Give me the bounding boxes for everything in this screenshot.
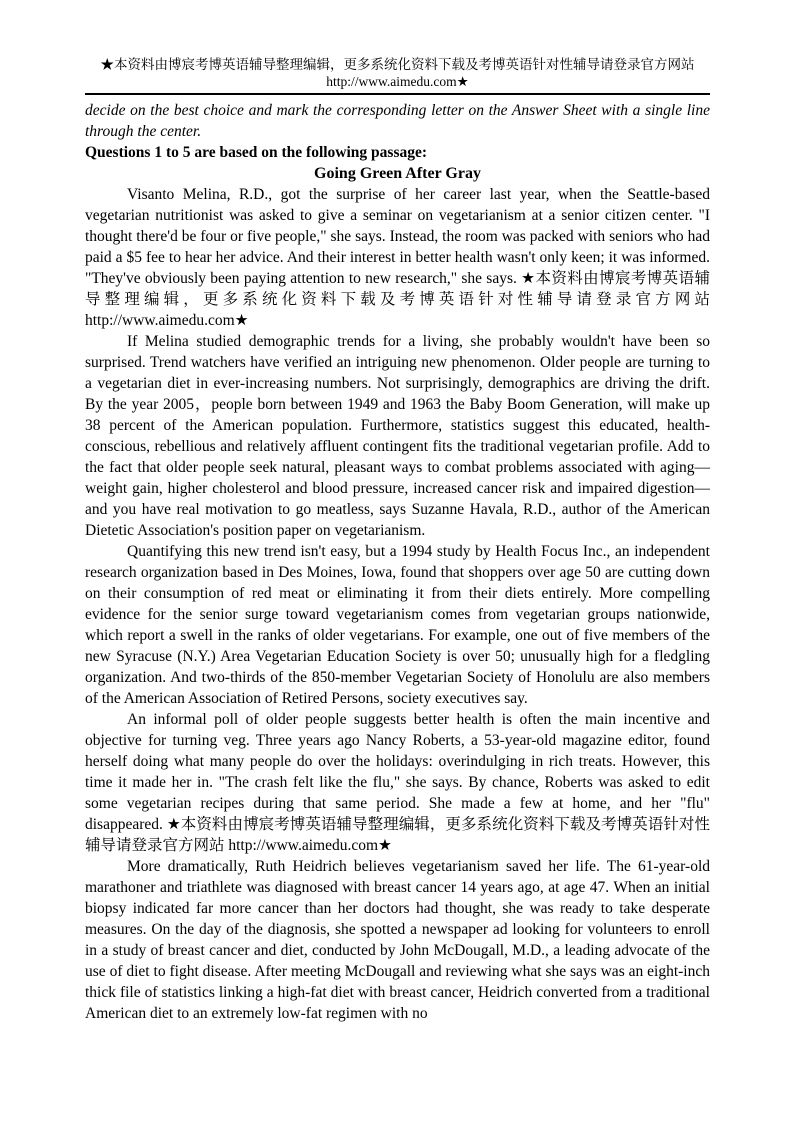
instruction-text: decide on the best choice and mark the corresponding letter on the Answer Sheet with a single line through the center. — [85, 102, 710, 140]
header-promo-text: ★本资料由博宸考博英语辅导整理编辑，更多系统化资料下载及考博英语针对性辅导请登录官方网站 — [100, 57, 695, 72]
header-divider — [85, 93, 710, 95]
passage-paragraph-3: Quantifying this new trend isn't easy, but a 1994 study by Health Focus Inc., an independent research organization based in Des Moines, Iowa, found that shoppers over age 50 are cutting down on their consumption of red meat or eliminating it from their diets entirely. More compelling evidence for the senior surge toward vegetarianism comes from vegetarian groups nationwide, which report a swell in the ranks of older vegetarians. For example, one out of five members of the new Syracuse (N.Y.) Area Vegetarian Education Society is over 50; unusually high for a fledgling organization. And two-thirds of the 850-member Vegetarian Society of Honolulu are also members of the American Association of Retired Persons, society executives say. — [85, 543, 710, 707]
page-header — [85, 56, 710, 95]
document-body — [85, 100, 710, 1024]
passage-paragraph-2: If Melina studied demographic trends for a living, she probably wouldn't have been so surprised. Trend watchers have verified an intriguing new phenomenon. Older people are turning to a vegetarian diet in ever-increasing numbers. Not surprisingly, demographics are driving the drift. By the year 2005，people born between 1949 and 1963 the Baby Boom Generation, will make up 38 percent of the American population. Furthermore, statistics suggest this educated, health-conscious, rebellious and relatively affluent contingent fits the traditional vegetarian profile. Add to the fact that older people seek natural, pleasant ways to combat problems associated with aging—weight gain, higher cholesterol and blood pressure, increased cancer risk and impaired digestion—and you have real motivation to go meatless, says Suzanne Havala, R.D., author of the American Dietetic Association's position paper on vegetarianism. — [85, 333, 710, 539]
questions-heading: Questions 1 to 5 are based on the following passage: — [85, 144, 428, 161]
passage-paragraph-1: Visanto Melina, R.D., got the surprise of her career last year, when the Seattle-based vegetarian nutritionist was asked to give a seminar on vegetarianism at a senior citizen center. "I thought there'd be four or five people," she says. Instead, the room was packed with seniors who had paid a $5 fee to hear her advice. And their interest in better health wasn't only keen; it was informed. "They've obviously been paying attention to new research," she says. ★本资料由博宸考博英语辅导整理编辑，更多系统化资料下载及考博英语针对性辅导请登录官方网站 http://www.aimedu.com★ — [85, 186, 710, 329]
passage-paragraph-5: More dramatically, Ruth Heidrich believes vegetarianism saved her life. The 61-year-old marathoner and triathlete was diagnosed with breast cancer 14 years ago, at age 47. When an initial biopsy indicated far more cancer than her doctors had thought, she was ready to take desperate measures. On the day of the diagnosis, she spotted a newspaper ad looking for volunteers to enroll in a study of breast cancer and diet, conducted by John McDougall, M.D., a leading advocate of the use of diet to fight disease. After meeting McDougall and reviewing what she says was an eight-inch thick file of statistics linking a high-fat diet with breast cancer, Heidrich converted from a traditional American diet to an extremely low-fat regimen with no — [85, 858, 710, 1022]
passage-paragraph-4: An informal poll of older people suggests better health is often the main incentive and objective for turning veg. Three years ago Nancy Roberts, a 53-year-old magazine editor, found herself doing what many people do over the holidays: overindulging in rich treats. However, this time it made her in. "The crash felt like the flu," she says. By chance, Roberts was asked to edit some vegetarian recipes during that same period. She made a few at home, and her "flu" disappeared. ★本资料由博宸考博英语辅导整理编辑，更多系统化资料下载及考博英语针对性辅导请登录官方网站 http://www.aimedu.com★ — [85, 711, 710, 854]
passage-title: Going Green After Gray — [314, 165, 481, 182]
header-url: http://www.aimedu.com★ — [326, 74, 469, 89]
